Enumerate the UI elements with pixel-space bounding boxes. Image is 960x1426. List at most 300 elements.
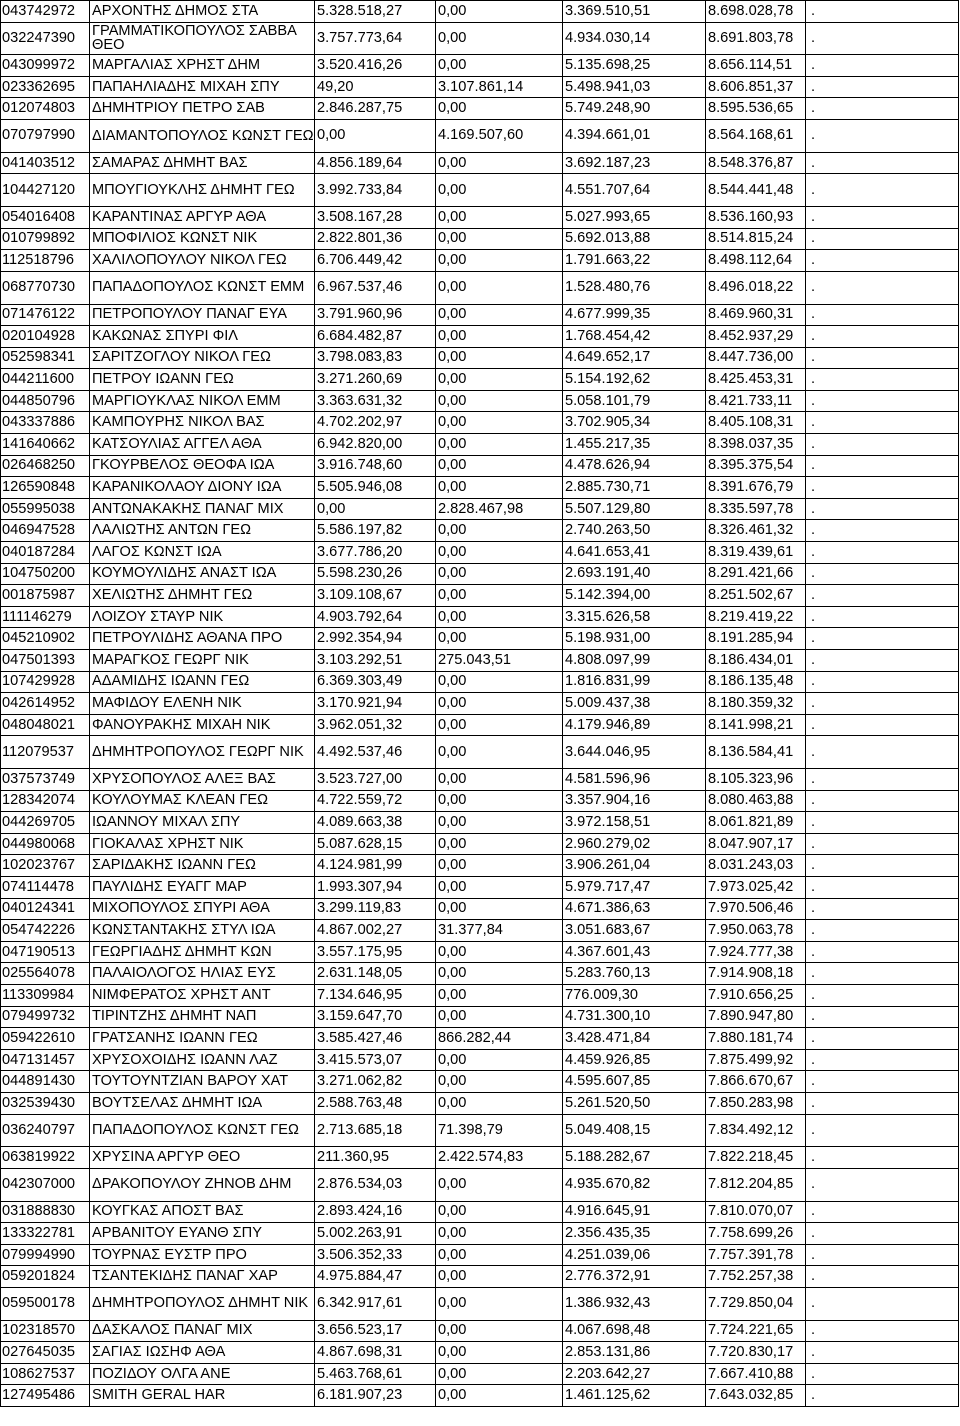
amount-c-cell: 4.808.097,99	[563, 650, 706, 672]
table-row	[1, 152, 959, 174]
amount-c-cell: 5.058.101,79	[563, 390, 706, 412]
name-cell: ΤΟΥΤΟΥΝΤΖΙΑΝ ΒΑΡΟΥ ΧΑΤ	[90, 1071, 315, 1093]
amount-c-cell: 1.461.125,62	[563, 1385, 706, 1407]
total-cell: 7.924.777,38	[706, 941, 806, 963]
amount-b-cell: 0,00	[436, 1168, 563, 1201]
amount-a-cell: 4.867.698,31	[315, 1342, 436, 1364]
amount-b-cell: 0,00	[436, 563, 563, 585]
flag-cell: .	[806, 152, 959, 174]
code-cell: 001875987	[1, 585, 90, 607]
amount-b-cell: 0,00	[436, 585, 563, 607]
total-cell: 8.031.243,03	[706, 855, 806, 877]
flag-cell: .	[806, 174, 959, 207]
name-cell: SMITH GERAL HAR	[90, 1385, 315, 1407]
table-row	[1, 347, 959, 369]
name-cell: ΔΑΣΚΑΛΟΣ ΠΑΝΑΓ ΜΙΧ	[90, 1320, 315, 1342]
name-cell: ΚΑΤΣΟΥΛΙΑΣ ΑΓΓΕΛ ΑΘΑ	[90, 434, 315, 456]
total-cell: 7.950.063,78	[706, 920, 806, 942]
amount-c-cell: 4.251.039,06	[563, 1244, 706, 1266]
amount-a-cell: 3.299.119,83	[315, 898, 436, 920]
code-cell: 012074803	[1, 98, 90, 120]
code-cell: 032247390	[1, 22, 90, 55]
table-row	[1, 390, 959, 412]
name-cell: ΧΡΥΣΙΝΑ ΑΡΓΥΡ ΘΕΟ	[90, 1147, 315, 1169]
amount-b-cell: 275.043,51	[436, 650, 563, 672]
amount-a-cell: 0,00	[315, 498, 436, 520]
table-body	[1, 1, 959, 1407]
amount-c-cell: 5.135.698,25	[563, 55, 706, 77]
amount-a-cell: 6.967.537,46	[315, 271, 436, 304]
name-cell: ΒΟΥΤΣΕΛΑΣ ΔΗΜΗΤ ΙΩΑ	[90, 1092, 315, 1114]
table-row	[1, 250, 959, 272]
amount-b-cell: 0,00	[436, 877, 563, 899]
table-row	[1, 304, 959, 326]
table-row	[1, 898, 959, 920]
code-cell: 047501393	[1, 650, 90, 672]
name-cell: ΔΗΜΗΤΡΟΠΟΥΛΟΣ ΓΕΩΡΓ ΝΙΚ	[90, 736, 315, 769]
code-cell: 112079537	[1, 736, 90, 769]
name-cell: ΤΣΑΝΤΕΚΙΔΗΣ ΠΑΝΑΓ ΧΑΡ	[90, 1266, 315, 1288]
amount-b-cell: 0,00	[436, 963, 563, 985]
name-cell: ΧΑΛΙΛΟΠΟΥΛΟΥ ΝΙΚΟΛ ΓΕΩ	[90, 250, 315, 272]
table-row	[1, 174, 959, 207]
flag-cell: .	[806, 1385, 959, 1407]
code-cell: 044850796	[1, 390, 90, 412]
amount-a-cell: 3.159.647,70	[315, 1006, 436, 1028]
flag-cell: .	[806, 1342, 959, 1364]
amount-b-cell: 0,00	[436, 98, 563, 120]
table-row	[1, 1223, 959, 1245]
code-cell: 102023767	[1, 855, 90, 877]
code-cell: 079499732	[1, 1006, 90, 1028]
amount-a-cell: 3.103.292,51	[315, 650, 436, 672]
total-cell: 8.186.434,01	[706, 650, 806, 672]
flag-cell: .	[806, 120, 959, 153]
table-row	[1, 498, 959, 520]
amount-b-cell: 0,00	[436, 207, 563, 229]
amount-a-cell: 3.557.175,95	[315, 941, 436, 963]
table-row	[1, 769, 959, 791]
table-row	[1, 369, 959, 391]
amount-c-cell: 2.356.435,35	[563, 1223, 706, 1245]
name-cell: ΚΑΡΑΝΤΙΝΑΣ ΑΡΓΥΡ ΑΘΑ	[90, 207, 315, 229]
total-cell: 8.395.375,54	[706, 455, 806, 477]
flag-cell: .	[806, 898, 959, 920]
amount-b-cell: 0,00	[436, 22, 563, 55]
name-cell: ΣΑΓΙΑΣ ΙΩΣΗΦ ΑΘΑ	[90, 1342, 315, 1364]
amount-c-cell: 3.357.904,16	[563, 790, 706, 812]
amount-b-cell: 0,00	[436, 228, 563, 250]
amount-a-cell: 3.508.167,28	[315, 207, 436, 229]
amount-c-cell: 5.507.129,80	[563, 498, 706, 520]
flag-cell: .	[806, 207, 959, 229]
flag-cell: .	[806, 985, 959, 1007]
amount-a-cell: 0,00	[315, 120, 436, 153]
table-row	[1, 271, 959, 304]
flag-cell: .	[806, 693, 959, 715]
code-cell: 102318570	[1, 1320, 90, 1342]
amount-b-cell: 0,00	[436, 250, 563, 272]
amount-c-cell: 3.972.158,51	[563, 812, 706, 834]
table-row	[1, 76, 959, 98]
total-cell: 8.425.453,31	[706, 369, 806, 391]
amount-a-cell: 5.586.197,82	[315, 520, 436, 542]
table-row	[1, 920, 959, 942]
code-cell: 010799892	[1, 228, 90, 250]
total-cell: 8.548.376,87	[706, 152, 806, 174]
table-row	[1, 1049, 959, 1071]
code-cell: 107429928	[1, 671, 90, 693]
total-cell: 8.335.597,78	[706, 498, 806, 520]
total-cell: 8.319.439,61	[706, 542, 806, 564]
name-cell: ΚΑΚΩΝΑΣ ΣΠΥΡΙ ΦΙΛ	[90, 326, 315, 348]
total-cell: 8.691.803,78	[706, 22, 806, 55]
amount-a-cell: 6.369.303,49	[315, 671, 436, 693]
amount-b-cell: 0,00	[436, 671, 563, 693]
amount-a-cell: 3.916.748,60	[315, 455, 436, 477]
flag-cell: .	[806, 855, 959, 877]
amount-a-cell: 3.415.573,07	[315, 1049, 436, 1071]
amount-c-cell: 4.595.607,85	[563, 1071, 706, 1093]
amount-a-cell: 211.360,95	[315, 1147, 436, 1169]
amount-b-cell: 0,00	[436, 455, 563, 477]
total-cell: 8.398.037,35	[706, 434, 806, 456]
code-cell: 112518796	[1, 250, 90, 272]
total-cell: 7.729.850,04	[706, 1287, 806, 1320]
code-cell: 068770730	[1, 271, 90, 304]
table-row	[1, 1168, 959, 1201]
amount-a-cell: 4.492.537,46	[315, 736, 436, 769]
name-cell: ΓΡΑΜΜΑΤΙΚΟΠΟΥΛΟΣ ΣΑΒΒΑ ΘΕΟ	[90, 22, 315, 55]
code-cell: 023362695	[1, 76, 90, 98]
name-cell: ΧΡΥΣΟΠΟΥΛΟΣ ΑΛΕΞ ΒΑΣ	[90, 769, 315, 791]
total-cell: 8.180.359,32	[706, 693, 806, 715]
code-cell: 041403512	[1, 152, 90, 174]
flag-cell: .	[806, 833, 959, 855]
amount-b-cell: 0,00	[436, 271, 563, 304]
amount-c-cell: 4.581.596,96	[563, 769, 706, 791]
table-row	[1, 585, 959, 607]
amount-c-cell: 3.702.905,34	[563, 412, 706, 434]
flag-cell: .	[806, 390, 959, 412]
name-cell: ΠΕΤΡΟΠΟΥΛΟΥ ΠΑΝΑΓ ΕΥΑ	[90, 304, 315, 326]
code-cell: 043742972	[1, 1, 90, 23]
name-cell: ΦΑΝΟΥΡΑΚΗΣ ΜΙΧΑΗ ΝΙΚ	[90, 714, 315, 736]
amount-b-cell: 0,00	[436, 304, 563, 326]
total-cell: 8.191.285,94	[706, 628, 806, 650]
total-cell: 8.141.998,21	[706, 714, 806, 736]
table-row	[1, 1244, 959, 1266]
amount-b-cell: 0,00	[436, 1092, 563, 1114]
table-row	[1, 650, 959, 672]
table-row	[1, 520, 959, 542]
flag-cell: .	[806, 250, 959, 272]
amount-b-cell: 0,00	[436, 1049, 563, 1071]
code-cell: 045210902	[1, 628, 90, 650]
amount-a-cell: 6.942.820,00	[315, 434, 436, 456]
flag-cell: .	[806, 714, 959, 736]
amount-c-cell: 4.649.652,17	[563, 347, 706, 369]
amount-c-cell: 4.731.300,10	[563, 1006, 706, 1028]
code-cell: 046947528	[1, 520, 90, 542]
total-cell: 8.469.960,31	[706, 304, 806, 326]
name-cell: ΓΙΟΚΑΛΑΣ ΧΡΗΣΤ ΝΙΚ	[90, 833, 315, 855]
flag-cell: .	[806, 1006, 959, 1028]
flag-cell: .	[806, 650, 959, 672]
code-cell: 043337886	[1, 412, 90, 434]
table-row	[1, 207, 959, 229]
flag-cell: .	[806, 520, 959, 542]
code-cell: 052598341	[1, 347, 90, 369]
name-cell: ΣΑΡΙΤΖΟΓΛΟΥ ΝΙΚΟΛ ΓΕΩ	[90, 347, 315, 369]
total-cell: 7.914.908,18	[706, 963, 806, 985]
code-cell: 042307000	[1, 1168, 90, 1201]
code-cell: 040187284	[1, 542, 90, 564]
amount-c-cell: 5.198.931,00	[563, 628, 706, 650]
amount-b-cell: 0,00	[436, 1342, 563, 1364]
amount-a-cell: 4.702.202,97	[315, 412, 436, 434]
amount-c-cell: 4.641.653,41	[563, 542, 706, 564]
amount-c-cell: 2.960.279,02	[563, 833, 706, 855]
amount-b-cell: 0,00	[436, 628, 563, 650]
code-cell: 020104928	[1, 326, 90, 348]
code-cell: 126590848	[1, 477, 90, 499]
code-cell: 026468250	[1, 455, 90, 477]
code-cell: 037573749	[1, 769, 90, 791]
code-cell: 104750200	[1, 563, 90, 585]
name-cell: ΠΑΥΛΙΔΗΣ ΕΥΑΓΓ ΜΑΡ	[90, 877, 315, 899]
flag-cell: .	[806, 1320, 959, 1342]
total-cell: 8.291.421,66	[706, 563, 806, 585]
flag-cell: .	[806, 542, 959, 564]
amount-a-cell: 3.656.523,17	[315, 1320, 436, 1342]
name-cell: ΜΑΡΓΑΛΙΑΣ ΧΡΗΣΤ ΔΗΜ	[90, 55, 315, 77]
amount-c-cell: 5.154.192,62	[563, 369, 706, 391]
total-cell: 8.698.028,78	[706, 1, 806, 23]
name-cell: ΛΟΙΖΟΥ ΣΤΑΥΡ ΝΙΚ	[90, 606, 315, 628]
flag-cell: .	[806, 1114, 959, 1147]
amount-b-cell: 0,00	[436, 693, 563, 715]
total-cell: 7.812.204,85	[706, 1168, 806, 1201]
table-row	[1, 877, 959, 899]
amount-a-cell: 4.867.002,27	[315, 920, 436, 942]
total-cell: 7.724.221,65	[706, 1320, 806, 1342]
table-row	[1, 434, 959, 456]
amount-a-cell: 3.506.352,33	[315, 1244, 436, 1266]
table-row	[1, 833, 959, 855]
table-row	[1, 1006, 959, 1028]
amount-a-cell: 3.791.960,96	[315, 304, 436, 326]
amount-b-cell: 0,00	[436, 833, 563, 855]
code-cell: 063819922	[1, 1147, 90, 1169]
name-cell: ΔΡΑΚΟΠΟΥΛΟΥ ΖΗΝΟΒ ΔΗΜ	[90, 1168, 315, 1201]
table-row	[1, 985, 959, 1007]
table-row	[1, 1363, 959, 1385]
code-cell: 127495486	[1, 1385, 90, 1407]
name-cell: ΑΝΤΩΝΑΚΑΚΗΣ ΠΑΝΑΓ ΜΙΧ	[90, 498, 315, 520]
table-row	[1, 1147, 959, 1169]
amount-a-cell: 3.585.427,46	[315, 1028, 436, 1050]
amount-a-cell: 2.822.801,36	[315, 228, 436, 250]
code-cell: 108627537	[1, 1363, 90, 1385]
name-cell: ΛΑΛΙΩΤΗΣ ΑΝΤΩΝ ΓΕΩ	[90, 520, 315, 542]
total-cell: 7.850.283,98	[706, 1092, 806, 1114]
amount-b-cell: 0,00	[436, 1071, 563, 1093]
amount-b-cell: 0,00	[436, 898, 563, 920]
table-row	[1, 1266, 959, 1288]
amount-c-cell: 776.009,30	[563, 985, 706, 1007]
amount-b-cell: 0,00	[436, 55, 563, 77]
table-row	[1, 1320, 959, 1342]
amount-b-cell: 0,00	[436, 390, 563, 412]
amount-b-cell: 0,00	[436, 769, 563, 791]
total-cell: 7.810.070,07	[706, 1201, 806, 1223]
flag-cell: .	[806, 1244, 959, 1266]
amount-b-cell: 0,00	[436, 1266, 563, 1288]
amount-c-cell: 2.693.191,40	[563, 563, 706, 585]
amount-c-cell: 1.768.454,42	[563, 326, 706, 348]
amount-a-cell: 5.598.230,26	[315, 563, 436, 585]
amount-b-cell: 0,00	[436, 736, 563, 769]
table-row	[1, 477, 959, 499]
amount-c-cell: 3.906.261,04	[563, 855, 706, 877]
table-row	[1, 455, 959, 477]
name-cell: ΑΡΒΑΝΙΤΟΥ ΕΥΑΝΘ ΣΠΥ	[90, 1223, 315, 1245]
name-cell: ΠΑΠΑΗΛΙΑΔΗΣ ΜΙΧΑΗ ΣΠΥ	[90, 76, 315, 98]
flag-cell: .	[806, 941, 959, 963]
code-cell: 054016408	[1, 207, 90, 229]
amount-c-cell: 3.692.187,23	[563, 152, 706, 174]
name-cell: ΤΙΡΙΝΤΖΗΣ ΔΗΜΗΤ ΝΑΠ	[90, 1006, 315, 1028]
table-row	[1, 941, 959, 963]
amount-c-cell: 1.791.663,22	[563, 250, 706, 272]
amount-c-cell: 1.386.932,43	[563, 1287, 706, 1320]
name-cell: ΝΙΜΦΕΡΑΤΟΣ ΧΡΗΣΤ ΑΝΤ	[90, 985, 315, 1007]
flag-cell: .	[806, 1049, 959, 1071]
amount-c-cell: 4.677.999,35	[563, 304, 706, 326]
table-row	[1, 326, 959, 348]
flag-cell: .	[806, 1147, 959, 1169]
total-cell: 8.447.736,00	[706, 347, 806, 369]
total-cell: 8.421.733,11	[706, 390, 806, 412]
table-row	[1, 1114, 959, 1147]
code-cell: 031888830	[1, 1201, 90, 1223]
code-cell: 054742226	[1, 920, 90, 942]
flag-cell: .	[806, 1363, 959, 1385]
amount-c-cell: 2.740.263,50	[563, 520, 706, 542]
amount-c-cell: 5.692.013,88	[563, 228, 706, 250]
flag-cell: .	[806, 812, 959, 834]
flag-cell: .	[806, 1, 959, 23]
code-cell: 079994990	[1, 1244, 90, 1266]
flag-cell: .	[806, 271, 959, 304]
name-cell: ΚΩΝΣΤΑΝΤΑΚΗΣ ΣΤΥΛ ΙΩΑ	[90, 920, 315, 942]
table-row	[1, 412, 959, 434]
name-cell: ΑΡΧΟΝΤΗΣ ΔΗΜΟΣ ΣΤΑ	[90, 1, 315, 23]
code-cell: 128342074	[1, 790, 90, 812]
amount-a-cell: 4.856.189,64	[315, 152, 436, 174]
name-cell: ΓΚΟΥΡΒΕΛΟΣ ΘΕΟΦΑ ΙΩΑ	[90, 455, 315, 477]
name-cell: ΧΡΥΣΟΧΟΙΔΗΣ ΙΩΑΝΝ ΛΑΖ	[90, 1049, 315, 1071]
total-cell: 7.822.218,45	[706, 1147, 806, 1169]
name-cell: ΔΗΜΗΤΡΙΟΥ ΠΕΤΡΟ ΣΑΒ	[90, 98, 315, 120]
flag-cell: .	[806, 347, 959, 369]
table-row	[1, 563, 959, 585]
name-cell: ΔΗΜΗΤΡΟΠΟΥΛΟΣ ΔΗΜΗΤ ΝΙΚ	[90, 1287, 315, 1320]
amount-c-cell: 5.188.282,67	[563, 1147, 706, 1169]
total-cell: 7.720.830,17	[706, 1342, 806, 1364]
amount-c-cell: 3.051.683,67	[563, 920, 706, 942]
amount-a-cell: 4.124.981,99	[315, 855, 436, 877]
total-cell: 7.910.656,25	[706, 985, 806, 1007]
total-cell: 7.970.506,46	[706, 898, 806, 920]
total-cell: 8.080.463,88	[706, 790, 806, 812]
amount-b-cell: 0,00	[436, 1363, 563, 1385]
amount-a-cell: 4.903.792,64	[315, 606, 436, 628]
code-cell: 113309984	[1, 985, 90, 1007]
name-cell: ΣΑΡΙΔΑΚΗΣ ΙΩΑΝΝ ΓΕΩ	[90, 855, 315, 877]
amount-a-cell: 7.134.646,95	[315, 985, 436, 1007]
flag-cell: .	[806, 606, 959, 628]
table-row	[1, 1201, 959, 1223]
amount-c-cell: 1.455.217,35	[563, 434, 706, 456]
amount-a-cell: 3.109.108,67	[315, 585, 436, 607]
table-row	[1, 55, 959, 77]
amount-a-cell: 5.463.768,61	[315, 1363, 436, 1385]
flag-cell: .	[806, 1071, 959, 1093]
amount-b-cell: 0,00	[436, 542, 563, 564]
name-cell: ΠΑΠΑΔΟΠΟΥΛΟΣ ΚΩΝΣΤ ΕΜΜ	[90, 271, 315, 304]
code-cell: 044269705	[1, 812, 90, 834]
amount-a-cell: 3.962.051,32	[315, 714, 436, 736]
amount-c-cell: 4.478.626,94	[563, 455, 706, 477]
amount-b-cell: 0,00	[436, 855, 563, 877]
total-cell: 7.643.032,85	[706, 1385, 806, 1407]
table-row	[1, 22, 959, 55]
flag-cell: .	[806, 22, 959, 55]
total-cell: 8.496.018,22	[706, 271, 806, 304]
code-cell: 044891430	[1, 1071, 90, 1093]
amount-b-cell: 31.377,84	[436, 920, 563, 942]
total-cell: 8.326.461,32	[706, 520, 806, 542]
amount-a-cell: 4.975.884,47	[315, 1266, 436, 1288]
amount-c-cell: 2.203.642,27	[563, 1363, 706, 1385]
flag-cell: .	[806, 1201, 959, 1223]
amount-b-cell: 0,00	[436, 1320, 563, 1342]
table-row	[1, 963, 959, 985]
flag-cell: .	[806, 1287, 959, 1320]
amount-a-cell: 6.181.907,23	[315, 1385, 436, 1407]
amount-a-cell: 5.002.263,91	[315, 1223, 436, 1245]
name-cell: ΙΩΑΝΝΟΥ ΜΙΧΑΛ ΣΠΥ	[90, 812, 315, 834]
name-cell: ΜΠΟΦΙΛΙΟΣ ΚΩΝΣΤ ΝΙΚ	[90, 228, 315, 250]
name-cell: ΤΟΥΡΝΑΣ ΕΥΣΤΡ ΠΡΟ	[90, 1244, 315, 1266]
flag-cell: .	[806, 412, 959, 434]
amount-b-cell: 0,00	[436, 790, 563, 812]
code-cell: 133322781	[1, 1223, 90, 1245]
table-row	[1, 1, 959, 23]
amount-c-cell: 5.261.520,50	[563, 1092, 706, 1114]
amount-c-cell: 1.528.480,76	[563, 271, 706, 304]
total-cell: 7.757.391,78	[706, 1244, 806, 1266]
name-cell: ΠΕΤΡΟΥΛΙΔΗΣ ΑΘΑΝΑ ΠΡΟ	[90, 628, 315, 650]
amount-c-cell: 4.935.670,82	[563, 1168, 706, 1201]
amount-c-cell: 3.644.046,95	[563, 736, 706, 769]
name-cell: ΜΑΡΓΙΟΥΚΛΑΣ ΝΙΚΟΛ ΕΜΜ	[90, 390, 315, 412]
amount-a-cell: 2.876.534,03	[315, 1168, 436, 1201]
amount-b-cell: 0,00	[436, 152, 563, 174]
total-cell: 8.105.323,96	[706, 769, 806, 791]
